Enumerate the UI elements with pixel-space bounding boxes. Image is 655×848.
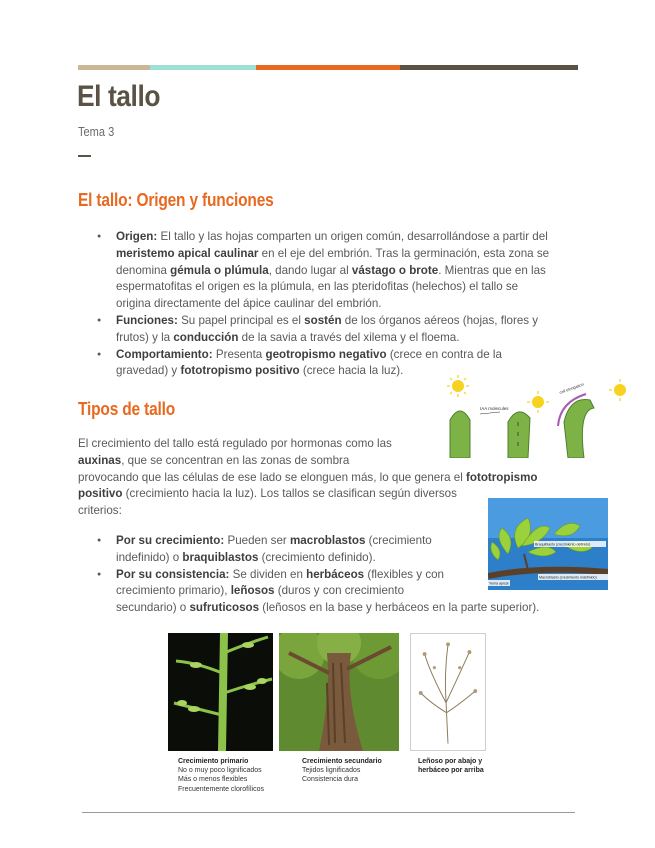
text-run: Se dividen en bbox=[229, 567, 307, 581]
color-bar-segment-tan bbox=[78, 65, 150, 70]
text-run: (crecimiento definido). bbox=[258, 550, 376, 564]
text-run: de los órganos aéreos (hojas, flores y bbox=[341, 313, 539, 327]
list-item-line bbox=[116, 583, 576, 600]
list-item-label: Origen: bbox=[116, 230, 158, 243]
bold-term: braquiblastos bbox=[182, 550, 259, 564]
list-item-label: Por su consistencia: bbox=[116, 567, 230, 581]
text-run: , dando lugar al bbox=[268, 263, 352, 277]
text-run: crecimiento primario), bbox=[116, 584, 231, 598]
text-run: (crece en contra de la bbox=[386, 347, 502, 361]
caption-title: Crecimiento secundario bbox=[302, 758, 382, 765]
text-run: El crecimiento del tallo está regulado por hormonas como las bbox=[78, 437, 392, 450]
herbaceous-stem-photo bbox=[168, 633, 273, 751]
figure-caption-secondary bbox=[302, 757, 382, 785]
text-run: (crece hacia la luz). bbox=[299, 364, 404, 378]
text-run: (leñosos en la base y herbáceos en la parte superior). bbox=[259, 601, 540, 615]
figure-caption-suffruticose bbox=[418, 757, 484, 775]
stem-types-list bbox=[116, 533, 576, 617]
text-run: denomina bbox=[116, 263, 171, 277]
bold-term: vástago o brote bbox=[351, 263, 439, 277]
text-run: Pueden ser bbox=[224, 534, 290, 547]
bold-term: macroblastos bbox=[290, 534, 366, 547]
text-run: de la savia a través del xilema y el floema. bbox=[238, 330, 460, 344]
text-run: . Mientras que en las bbox=[438, 263, 546, 277]
page-subtitle: Tema 3 bbox=[78, 124, 115, 139]
bold-term: meristemo apical caulinar bbox=[116, 246, 259, 260]
caption-line: No o muy poco lignificados bbox=[178, 767, 262, 775]
macroblast-label: Macroblasto (crecimiento indefinido) bbox=[539, 575, 597, 580]
caption-line: Frecuentemente clorofílicos bbox=[178, 785, 264, 793]
title-divider bbox=[78, 155, 91, 157]
list-item-label: Funciones: bbox=[116, 313, 178, 327]
text-run: , que se concentran en las zonas de sombra bbox=[121, 453, 350, 467]
color-bar-segment-brown bbox=[400, 65, 578, 70]
suffruticose-plant-drawing bbox=[410, 633, 486, 751]
list-item-line bbox=[116, 550, 576, 567]
braquiblast-label: Braquiblasto (crecimiento definido) bbox=[535, 542, 591, 547]
color-bar-segment-orange bbox=[256, 65, 400, 70]
origin-functions-list bbox=[116, 229, 582, 380]
list-item-line bbox=[116, 567, 576, 584]
bold-term: sufruticosos bbox=[189, 601, 260, 615]
list-item-line bbox=[116, 246, 582, 263]
list-item-line bbox=[116, 600, 576, 617]
list-item-line bbox=[116, 279, 582, 296]
page-title: El tallo bbox=[77, 80, 161, 113]
bold-term: geotropismo negativo bbox=[265, 347, 387, 361]
apical-bud-label: Yema apical bbox=[489, 581, 509, 586]
text-run: indefinido) o bbox=[116, 550, 183, 564]
list-item-line bbox=[116, 347, 582, 364]
bold-term: positivo bbox=[78, 487, 123, 501]
bold-term: fototropismo positivo bbox=[180, 364, 300, 378]
list-item-line bbox=[116, 330, 582, 347]
caption-title: Leñoso por abajo y bbox=[418, 758, 483, 765]
section-heading-tipos: Tipos de tallo bbox=[78, 399, 176, 419]
bold-term: gémula o plúmula bbox=[170, 263, 269, 277]
text-run: (crecimiento hacia la luz). Los tallos se clasifican según diversos bbox=[122, 487, 457, 501]
text-run: Su papel principal es el bbox=[177, 313, 305, 327]
list-item-line bbox=[116, 263, 582, 280]
header-color-bar bbox=[78, 65, 578, 70]
caption-line: Consistencia dura bbox=[302, 776, 359, 784]
caption-line: Tejidos lignificados bbox=[302, 767, 361, 775]
sun-icon bbox=[527, 391, 549, 413]
bold-term: sostén bbox=[304, 313, 342, 327]
sun-icon bbox=[609, 379, 626, 401]
footer-divider bbox=[82, 812, 575, 813]
text-run: criterios: bbox=[78, 504, 122, 518]
list-item-label: Comportamiento: bbox=[116, 347, 213, 361]
text-run: en el eje del embrión. Tras la germinación, esta zona se bbox=[258, 246, 550, 260]
bold-term: herbáceos bbox=[306, 567, 365, 581]
bold-term: conducción bbox=[173, 330, 239, 344]
text-run: secundario) o bbox=[116, 601, 190, 615]
paragraph-line bbox=[78, 470, 568, 487]
list-item bbox=[116, 229, 582, 313]
section-heading-origen: El tallo: Origen y funciones bbox=[78, 190, 274, 210]
text-run: gravedad) y bbox=[116, 364, 181, 378]
paragraph-line bbox=[78, 436, 568, 453]
list-item bbox=[116, 567, 576, 617]
elongation-label: cell elongation bbox=[558, 381, 585, 395]
bold-term: leñosos bbox=[230, 584, 275, 598]
list-item bbox=[116, 313, 582, 347]
color-bar-segment-teal bbox=[150, 65, 256, 70]
text-run: (crecimiento bbox=[365, 534, 432, 547]
list-item-line bbox=[116, 229, 582, 246]
text-run: Presenta bbox=[212, 347, 266, 361]
figure-caption-primary bbox=[178, 757, 264, 794]
sun-icon bbox=[447, 375, 469, 397]
paragraph-line bbox=[78, 453, 568, 470]
text-run: origina directamente del ápice caulinar del embrión. bbox=[116, 297, 382, 311]
caption-line: Más o menos flexibles bbox=[178, 776, 248, 784]
text-run: (flexibles y con bbox=[364, 567, 445, 581]
stem-figures-row bbox=[168, 633, 488, 753]
caption-title: Crecimiento primario bbox=[178, 758, 249, 765]
list-item-line bbox=[116, 533, 576, 550]
text-run: El tallo y las hojas comparten un origen común, desarrollándose a partir del bbox=[157, 230, 548, 243]
text-run: provocando que las células de ese lado se elonguen más, lo que genera el bbox=[78, 470, 467, 484]
caption-line: herbáceo por arriba bbox=[418, 767, 484, 775]
list-item-line bbox=[116, 313, 582, 330]
woody-tree-photo bbox=[279, 633, 399, 751]
text-run: frutos) y la bbox=[116, 330, 174, 344]
iaa-label: IAA molecules bbox=[480, 406, 509, 411]
list-item-line bbox=[116, 296, 582, 313]
bold-term: auxinas bbox=[78, 453, 122, 467]
text-run: (duros y con crecimiento bbox=[274, 584, 405, 598]
list-item-label: Por su crecimiento: bbox=[116, 534, 225, 547]
list-item bbox=[116, 533, 576, 567]
text-run: espermatofitas el origen es la plúmula, en las pteridofitas (helechos) el tallo se bbox=[116, 280, 519, 294]
bold-term: fototropismo bbox=[466, 470, 538, 484]
